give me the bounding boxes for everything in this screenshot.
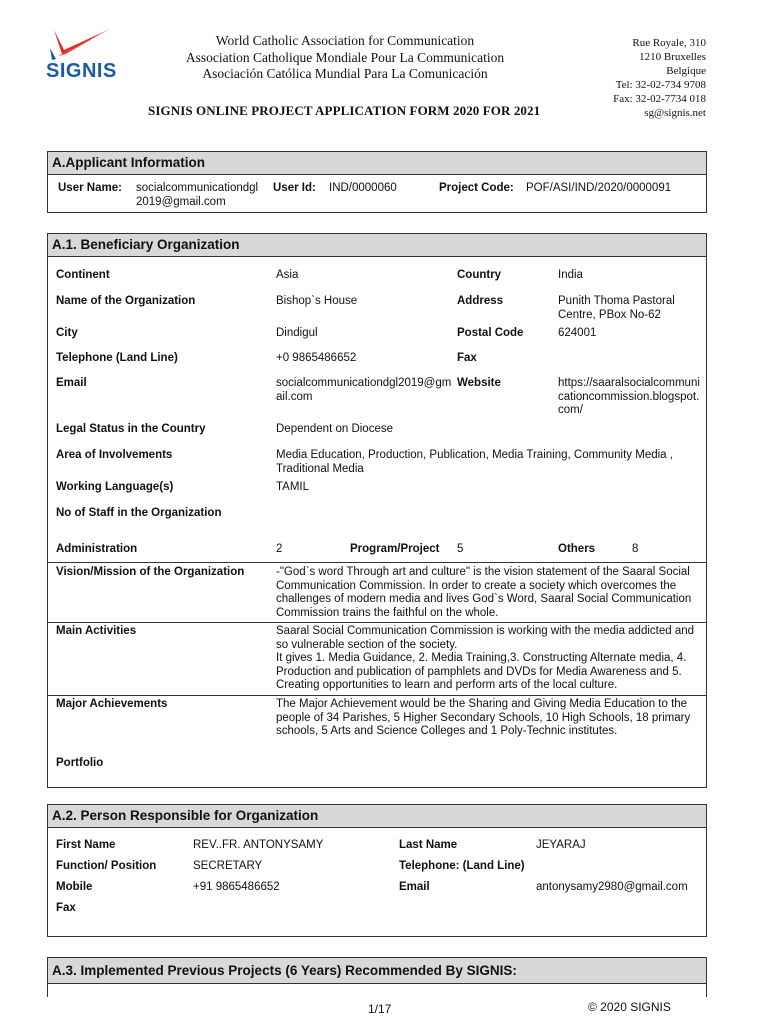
person-fax-label: Fax [56, 902, 76, 914]
website-value: https://saaralsocialcommunicationcommission.blogspot.com/ [558, 377, 700, 416]
program-value: 5 [457, 543, 464, 555]
user-id-value: IND/0000060 [329, 182, 397, 194]
section-person-responsible [47, 804, 707, 937]
administration-value: 2 [276, 543, 283, 555]
continent-label: Continent [56, 269, 110, 281]
others-label: Others [558, 543, 596, 555]
copyright-text: © 2020 SIGNIS [588, 1000, 671, 1014]
project-code-value: POF/ASI/IND/2020/0000091 [526, 182, 672, 194]
language-label: Working Language(s) [56, 481, 174, 493]
address-email: sg@signis.net [644, 107, 706, 119]
function-value: SECRETARY [193, 860, 263, 872]
mobile-label: Mobile [56, 881, 93, 893]
achievements-label: Major Achievements [56, 698, 168, 710]
legal-status-label: Legal Status in the Country [56, 423, 206, 435]
address-tel: Tel: 32-02-734 9708 [615, 79, 706, 91]
signis-logo [40, 26, 120, 90]
website-label: Website [457, 377, 501, 389]
activities-value-2: It gives 1. Media Guidance, 2. Media Training,3. Constructing Alternate media, 4. Production and publication of pamphlets and DVDs for Media Awareness and 5. Creating opportunities to learn and perform arts of the local culture. [276, 652, 687, 691]
org-name-es: Asociación Católica Mundial Para La Comunicación [202, 66, 488, 81]
divider-line [48, 622, 706, 623]
last-name-value: JEYARAJ [536, 839, 586, 851]
person-email-label: Email [399, 881, 430, 893]
vision-label: Vision/Mission of the Organization [56, 566, 245, 578]
org-name-label: Name of the Organization [56, 295, 196, 307]
activities-value-1: Saaral Social Communication Commission is working with the media addicted and so vulnerable section of the society. [276, 625, 695, 651]
section-a2-title: A.2. Person Responsible for Organization [48, 805, 706, 828]
address-value: Punith Thoma Pastoral Centre, PBox No-62 [558, 295, 675, 321]
org-name-fr: Association Catholique Mondiale Pour La Communication [185, 49, 505, 65]
section-previous-projects [47, 957, 707, 997]
telephone-label: Telephone (Land Line) [56, 352, 178, 364]
email-value: socialcommunicationdgl2019@gmail.com [276, 377, 452, 403]
involvement-value: Media Education, Production, Publication, Media Training, Community Media , Traditional Media [276, 449, 673, 475]
involvement-label: Area of Involvements [56, 449, 173, 461]
organization-names [150, 33, 540, 83]
first-name-label: First Name [56, 839, 116, 851]
achievements-value: The Major Achievement would be the Sharing and Giving Media Education to the people of 34 Parishes, 5 Higher Secondary Schools, 10 High Schools, 18 primary schools, 5 Arts and Science Colleges and 1 Poly-Technic institutes. [276, 698, 691, 737]
function-label: Function/ Position [56, 860, 157, 872]
postal-code-value: 624001 [558, 327, 597, 339]
address-country: Belgique [666, 65, 706, 77]
staff-label: No of Staff in the Organization [56, 507, 222, 519]
continent-value: Asia [276, 269, 299, 281]
telephone-landline-label: Telephone: (Land Line) [399, 860, 525, 872]
user-id-label: User Id: [273, 182, 316, 194]
org-name-value: Bishop`s House [276, 295, 358, 307]
section-a-title: A.Applicant Information [48, 152, 706, 175]
section-applicant-information [47, 151, 707, 213]
vision-value: -"God`s word Through art and culture" is the vision statement of the Saaral Social Communication Commission. In order to create a society which overcomes the challenges of modern media and lives God`s Word, Saaral Social Communication Commission trains the faithful on the whole. [276, 566, 692, 619]
address-city: 1210 Bruxelles [639, 51, 706, 63]
mobile-value: +91 9865486652 [193, 881, 280, 893]
postal-code-label: Postal Code [457, 327, 524, 339]
form-title: SIGNIS ONLINE PROJECT APPLICATION FORM 2020 FOR 2021 [148, 103, 541, 118]
user-name-value: socialcommunicationdgl 2019@gmail.com [136, 182, 259, 208]
page-number: 1/17 [368, 1002, 392, 1016]
language-value: TAMIL [276, 481, 310, 493]
logo-text: SIGNIS [46, 60, 117, 82]
fax-label: Fax [457, 352, 477, 364]
city-label: City [56, 327, 78, 339]
email-label: Email [56, 377, 87, 389]
org-name-en: World Catholic Association for Communication [215, 33, 475, 48]
country-label: Country [457, 269, 502, 281]
divider-line [48, 562, 706, 563]
section-beneficiary-organization [47, 233, 707, 788]
contact-address [560, 36, 706, 120]
address-street: Rue Royale, 310 [632, 37, 706, 49]
project-code-label: Project Code: [439, 182, 514, 194]
legal-status-value: Dependent on Diocese [276, 423, 393, 435]
activities-label: Main Activities [56, 625, 137, 637]
city-value: Dindigul [276, 327, 318, 339]
portfolio-label: Portfolio [56, 757, 104, 769]
telephone-value: +0 9865486652 [276, 352, 357, 364]
others-value: 8 [632, 543, 639, 555]
divider-line [48, 695, 706, 696]
person-email-value: antonysamy2980@gmail.com [536, 881, 688, 893]
country-value: India [558, 269, 583, 281]
address-fax: Fax: 32-02-7734 018 [613, 93, 706, 105]
address-label: Address [457, 295, 504, 307]
program-label: Program/Project [350, 543, 440, 555]
section-a3-title: A.3. Implemented Previous Projects (6 Years) Recommended By SIGNIS: [48, 958, 706, 984]
first-name-value: REV..FR. ANTONYSAMY [193, 839, 324, 851]
section-a1-title: A.1. Beneficiary Organization [48, 234, 706, 257]
last-name-label: Last Name [399, 839, 458, 851]
user-name-label: User Name: [58, 182, 122, 194]
administration-label: Administration [56, 543, 138, 555]
